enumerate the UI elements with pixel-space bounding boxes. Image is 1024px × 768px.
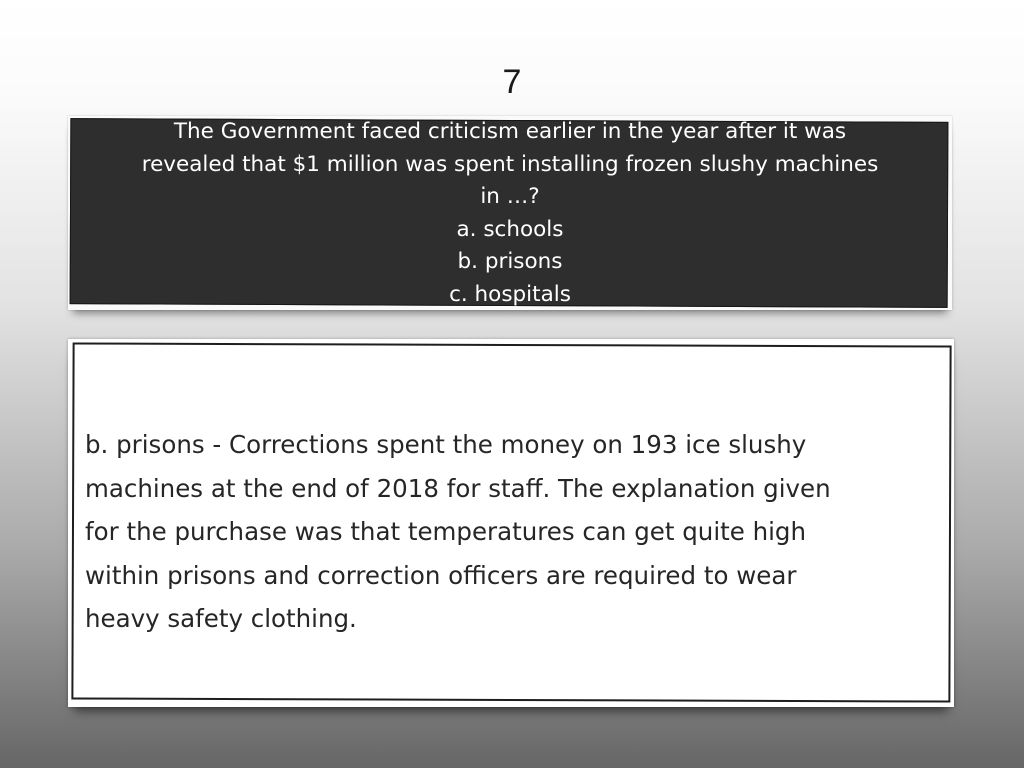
option-b: b. prisons xyxy=(457,249,563,275)
answer-line: within prisons and correction officers are required to wear xyxy=(85,560,797,590)
answer-line: b. prisons - Corrections spent the money on 193 ice slushy xyxy=(85,430,807,459)
question-line: revealed that $1 million was spent installing frozen slushy machines xyxy=(141,151,879,177)
answer-line: machines at the end of 2018 for staff. The explanation given xyxy=(85,473,831,503)
answer-line: heavy safety clothing. xyxy=(85,604,357,633)
question-card xyxy=(68,116,952,310)
answer-card xyxy=(68,339,954,707)
option-a: a. schools xyxy=(456,216,564,242)
question-text xyxy=(68,116,952,312)
slide-number: 7 xyxy=(502,63,522,101)
answer-line: for the purchase was that temperatures can get quite high xyxy=(85,517,807,546)
question-line: in …? xyxy=(480,184,540,210)
option-c: c. hospitals xyxy=(449,281,571,307)
question-line: The Government faced criticism earlier in the year after it was xyxy=(173,119,847,144)
answer-text xyxy=(85,423,925,641)
